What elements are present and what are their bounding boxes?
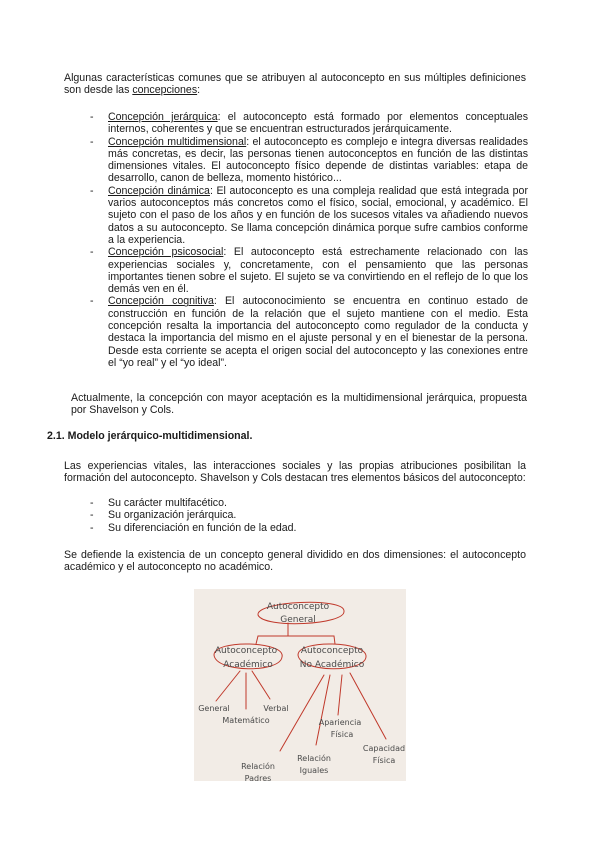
intro-paragraph [64,72,526,97]
concept-text: : el autoconcepto está formado por elementos conceptuales internos, coherentes y que se encuentran estructurados jerárquicamente. [108,111,528,136]
list-item [90,136,528,185]
rel-iguales-label-2: Iguales [299,766,329,775]
list-item [90,246,528,295]
root-label-1: Autoconcepto [266,602,330,612]
nonacademic-label-1: Autoconcepto [300,646,364,656]
concept-term: Concepción jerárquica [108,111,218,123]
concept-term: Concepción psicosocial [108,246,224,259]
academic-label-1: Autoconcepto [214,646,278,656]
apariencia-label-1: Apariencia [318,718,362,727]
capacidad-label-1: Capacidad [362,744,406,753]
list-item [90,295,528,369]
branch-capacidad [350,673,386,739]
intro-text: Algunas características comunes que se atribuyen al autoconcepto en sus múltiples definiciones son desde las [64,72,526,97]
list-item: - Su organización jerárquica. [90,509,296,521]
root-label-2: General [280,615,316,625]
experiences-paragraph: Las experiencias vitales, las interacciones sociales y las propias atribuciones posibilitan la formación del autoconcepto. Shavelson y Cols destacan tres elementos básicos del autoconcepto: [64,460,526,485]
rel-padres-label-1: Relación [241,762,275,771]
concept-text: : el autoconcepto es complejo e integra diversas realidades más concretas, es decir, las personas tienen autoconceptos en función de las distintas dimensiones vitales. El autoconcepto físico depende de distintas variables: etapa de desarrollo, canon de belleza, momento histórico... [108,135,528,185]
matematico-label: Matemático [222,716,270,725]
concept-term: Concepción multidimensional [108,135,247,148]
list-item [90,111,528,136]
rel-padres-label-2: Padres [244,774,272,781]
intro-colon: : [197,84,201,97]
section-title: 2.1. Modelo jerárquico-multidimensional. [47,430,253,442]
actualmente-paragraph: Actualmente, la concepción con mayor aceptación es la multidimensional jerárquica, propuesta por Shavelson y Cols. [71,392,527,417]
list-item: - Su diferenciación en función de la edad. [90,522,296,534]
list-item [90,185,528,246]
academic-connector [256,636,258,644]
concept-term: Concepción dinámica [108,184,210,197]
branch-apariencia [338,675,342,715]
diagram-svg [194,589,406,781]
concept-term: Concepción cognitiva [108,295,214,308]
academic-label-2: Académico [223,660,273,670]
nonacademic-label-2: No Académico [299,660,365,670]
branch-verbal [252,671,270,699]
concept-text: : El autoconcepto está estrechamente relacionado con las experiencias sociales y, concretamente, con el pensamiento que las personas importantes tienen sobre el sujeto. El sujeto se va convirtiendo en el reflejo de lo que los demás ven en él. [108,246,528,296]
defiende-paragraph: Se defiende la existencia de un concepto general dividido en dos dimensiones: el autoconcepto académico y el autoconcepto no académico. [64,549,526,574]
nonacademic-connector [334,636,335,644]
concepciones-link: concepciones [132,84,198,97]
concept-text: : El autoconcepto es una compleja realidad que está integrada por varios autoconceptos más concretos como el físico, social, emocional, y académico. El sujeto con el paso de los años y en función de los sucesos vitales va añadiendo nuevos datos a su autoconcepto. Se llama concepción dinámica porque sufre cambios conforme a la experiencia. [108,184,528,246]
self-concept-diagram [194,589,406,781]
branch-general [216,671,240,701]
list-item: - Su carácter multifacético. [90,497,296,509]
capacidad-label-2: Física [372,756,396,765]
rel-iguales-label-1: Relación [297,754,331,763]
apariencia-label-2: Física [330,730,354,739]
concepts-list [90,111,528,369]
features-list [90,497,296,534]
general-label: General [198,704,230,713]
verbal-label: Verbal [263,704,289,713]
concept-text: : El autoconocimiento se encuentra en continuo estado de construcción en función de la relación que el sujeto mantiene con el medio. Esta concepción resalta la importancia del autoconcepto como regulador de la conducta y destaca la importancia del mismo en el ajuste personal y en el bienestar de la persona. Desde esta corriente se acepta el origen social del autoconcepto y las conexiones entre el “yo real” y el “yo ideal”. [108,295,529,369]
